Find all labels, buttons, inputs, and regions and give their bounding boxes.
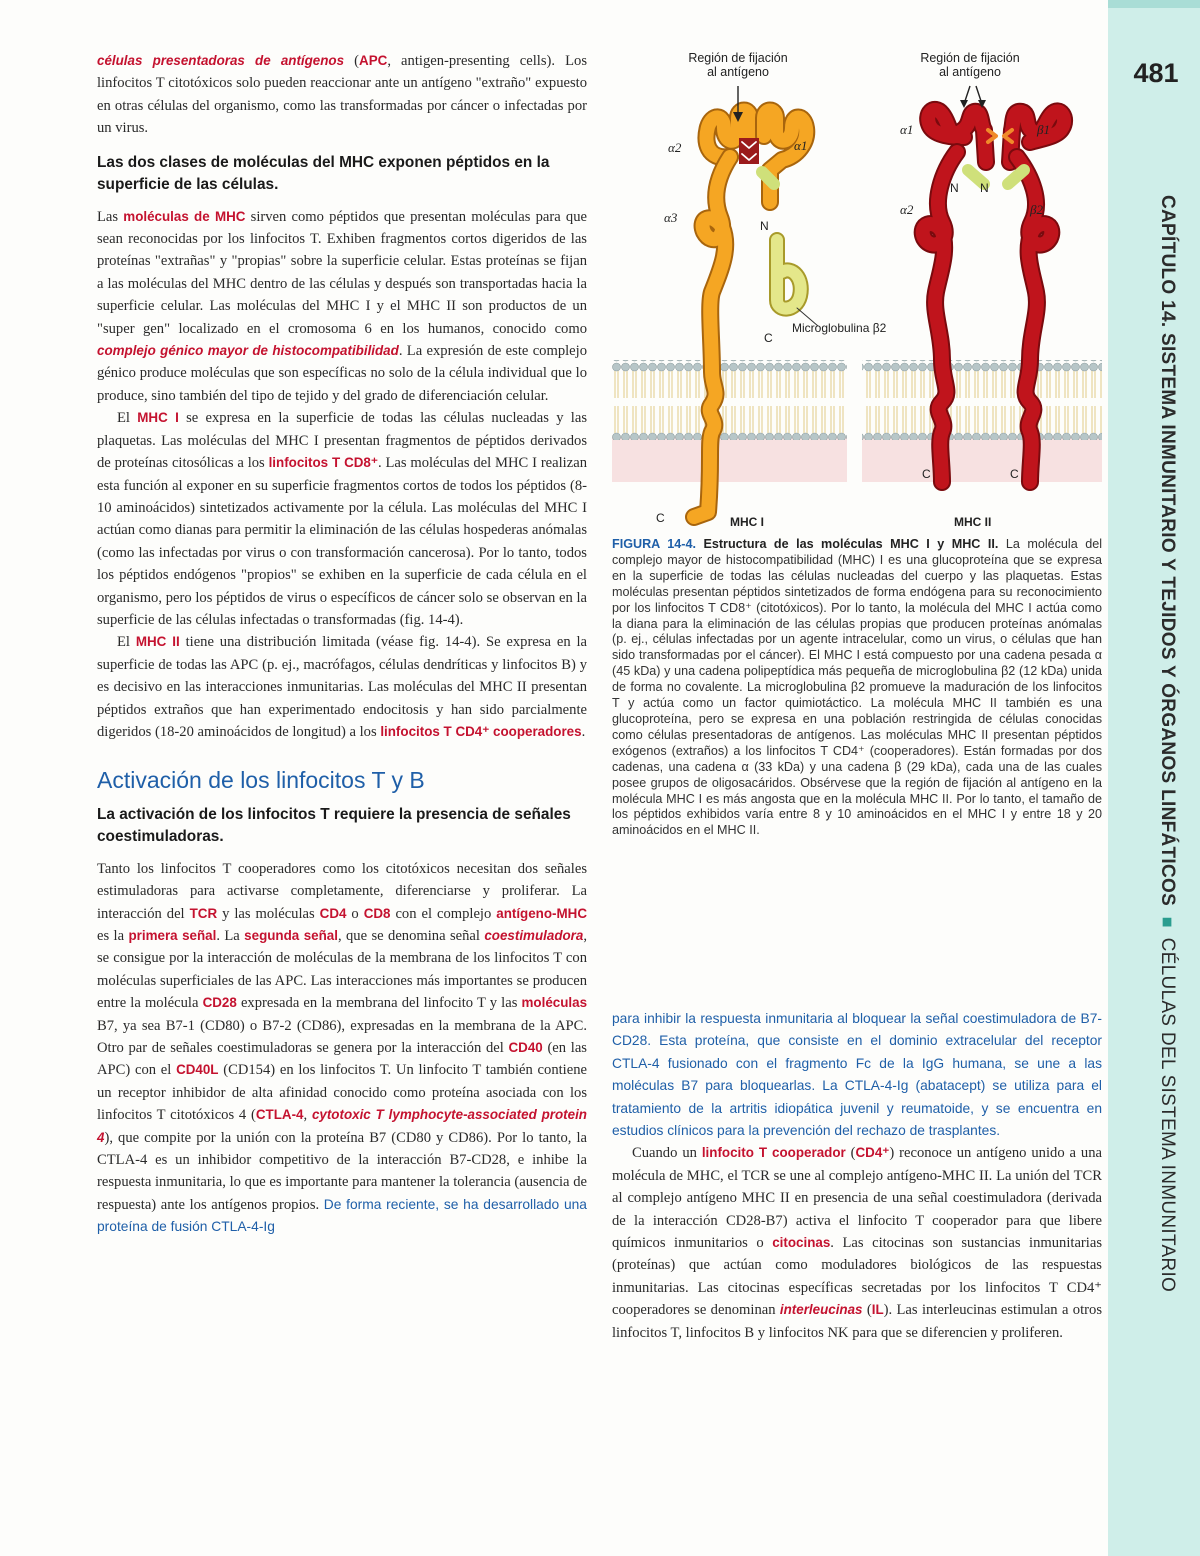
keyword: APC xyxy=(359,53,388,68)
keyword: CD4⁺ xyxy=(855,1145,890,1161)
figure-caption xyxy=(612,537,1102,839)
binding-region-label-right-2: al antígeno xyxy=(939,65,1001,79)
text: o xyxy=(346,905,364,922)
keyword: citocinas xyxy=(772,1235,831,1251)
paragraph xyxy=(97,858,587,1239)
cell-membrane-right xyxy=(862,360,1102,440)
keyword: complejo génico mayor de histocompatibilidad xyxy=(97,343,399,359)
text: . Las citocinas son sustancias inmunitarias (proteínas) que actúan como moduladores biológicos de las respuestas inmunitarias. Las citocinas específicas secretadas por los linfocitos T CD4⁺ cooperadores se denominan xyxy=(612,1235,1102,1319)
text: es la xyxy=(97,928,129,944)
microglobulin-label: Microglobulina β2 xyxy=(792,321,887,335)
figure-number: FIGURA 14-4. xyxy=(612,537,696,551)
page-number: 481 xyxy=(1133,58,1179,88)
n-terminus-label: N xyxy=(950,181,959,195)
keyword: CD28 xyxy=(202,995,237,1011)
text: ( xyxy=(845,1145,856,1162)
text: , se consigue por la interacción de moléculas de la membrana de los linfocitos T con moléculas superficiales de las APC. Las interacciones más importantes se producen entre la molécula xyxy=(97,928,587,1012)
cell-membrane-left xyxy=(612,360,847,440)
n-terminus-label: N xyxy=(760,219,769,233)
subheading: Las dos clases de moléculas del MHC exponen péptidos en la superficie de las células. xyxy=(97,153,550,193)
mhc-diagram xyxy=(612,42,1102,532)
text: ) reconoce un antígeno unido a una molécula de MHC, el TCR se une al complejo antígeno-MHC II. La unión del TCR al complejo antígeno MHC II en presencia de una señal coestimuladora (derivada de la interacción CD28-B7) activa el linfocito T cooperador para que libere químicos inmunitarios o xyxy=(612,1145,1102,1252)
chapter-title: CAPÍTULO 14. SISTEMA INMUNITARIO Y TEJIDOS Y ÓRGANOS LINFÁTICOS xyxy=(1157,195,1178,907)
text: B7, ya sea B7-1 (CD80) o B7-2 (CD86), expresadas en la membrana de la APC. Otro par de señales coestimuladoras se genera por la interacción del xyxy=(97,1017,587,1057)
cytoplasm-left xyxy=(612,437,847,482)
text: , que se denomina señal xyxy=(337,928,485,944)
text: (en las APC) con el xyxy=(97,1040,587,1079)
keyword: primera señal xyxy=(128,928,217,943)
cytoplasm-right xyxy=(862,437,1102,482)
alpha3-label-left: α3 xyxy=(664,210,678,225)
caption-title: Estructura de las moléculas MHC I y MHC II. xyxy=(695,537,999,551)
text: El xyxy=(117,410,138,427)
text: Tanto los linfocitos T cooperadores como los citotóxicos necesitan dos señales estimuladoras para activarse completamente, diferenciarse y proliferar. La interacción del xyxy=(97,860,587,922)
keyword: CD8 xyxy=(363,905,391,921)
keyword: linfocitos T CD4⁺ cooperadores xyxy=(380,723,582,739)
alpha2-label-left: α2 xyxy=(668,140,682,155)
text: , antigen-presenting cells). Los linfocitos T citotóxicos solo pueden reaccionar ante un antígeno "extraño" expuesto en otras células del organismo, como las transformadas por cáncer o infectadas por un virus. xyxy=(97,53,587,137)
mhc-structure-figure xyxy=(612,42,1102,532)
highlighted-text: De forma reciente, se ha desarrollado una proteína de fusión CTLA-4-Ig xyxy=(97,1196,587,1235)
text: ( xyxy=(344,53,360,69)
keyword: CD40 xyxy=(508,1040,543,1056)
binding-region-label-left: Región de fijación xyxy=(688,51,788,65)
caption-text: La molécula del complejo mayor de histocompatibilidad (MHC) I es una glucoproteína que se expresa en la superficie de todas las células nucleadas del cuerpo y las plaquetas. Estas moléculas presentan péptidos sintetizados de forma endógena para su reconocimiento por los linfocitos T CD8⁺ (citotóxicos). Por lo tanto, la molécula del MHC I actúa como la diana para la eliminación de las células propias que producen proteínas anómalas (p. ej., células infectadas por un agente intracelular, como un virus, o células que han sido transformadas por el cáncer). El MHC I está compuesto por una cadena pesada α (45 kDa) y una cadena polipeptídica más pequeña de microglobulina β2 (12 kDa) unida de forma no covalente. La microglobulina β2 promueve la maduración de los linfocitos T y actúa como un factor quimiotáctico. La molécula MHC II también es una glucoproteína, pero se expresa en una población restringida de células conocidas como células presentadoras de antígenos. Las moléculas MHC II presentan péptidos exógenos (extraños) a los linfocitos T CD4⁺ (cooperadores). Están formadas por dos cadenas, una cadena α (33 kDa) y una cadena β (29 kDa), cada una de las cuales posee grupos de oligosacáridos. Obsérvese que la región de fijación al antígeno en la molécula MHC I es más angosta que en la molécula MHC II. Por lo tanto, el tamaño de los péptidos exhibidos varía entre 8 y 10 aminoácidos en el MHC I y entre 18 y 20 aminoácidos en el MHC II. xyxy=(612,537,1102,838)
alpha1-label-left: α1 xyxy=(794,138,808,153)
text: con el complejo xyxy=(390,905,497,922)
chapter-running-head xyxy=(1138,195,1178,1305)
keyword: CD40L xyxy=(176,1062,219,1078)
left-column xyxy=(97,50,587,1239)
paragraph xyxy=(612,1142,1102,1344)
text: Las xyxy=(97,208,124,225)
paragraph xyxy=(97,50,587,140)
text: tiene una distribución limitada (véase fig. 14-4). Se expresa en la superficie de todas las APC (p. ej., macrófagos, células dendríticas y linfocitos B) y es decisivo en las interacciones inmunitarias. Las moléculas del MHC II presentan péptidos extraños que han experimentado endocitosis y han sido parcialmente digeridos (18-20 aminoácidos de longitud) a los xyxy=(97,634,588,740)
subheading: La activación de los linfocitos T requiere la presencia de señales coestimuladoras. xyxy=(97,805,571,845)
sidebar-top-band xyxy=(1108,0,1200,8)
keyword: IL xyxy=(871,1302,884,1318)
text: sirven como péptidos que presentan moléculas para que sean reconocidas por los linfocitos T. Exhiben fragmentos cortos digeridos de las proteínas "extrañas" y "propias" sobre la superficie celular. Estas proteínas se fijan a las moléculas del MHC dentro de las células y después son transportadas hacia la superficie celular. Las moléculas del MHC I y el MHC II son productos de un "super gen" localizado en el cromosoma 6 en los humanos, conocido como xyxy=(97,208,587,337)
keyword: coestimuladora xyxy=(484,928,584,943)
text: , xyxy=(303,1107,312,1124)
highlighted-paragraph: para inhibir la respuesta inmunitaria al bloquear la señal coestimuladora de B7-CD28. Esta proteína, que consiste en el dominio extracelular del receptor CTLA-4 fusionado con el fragmento Fc de la IgG humana, se une a las moléculas B7 para bloquearlas. La CTLA-4-Ig (abatacept) se utiliza para el tratamiento de la artritis idiopática juvenil y reumatoide, y se encuentra en estudios clínicos para la prevención del rechazo de trasplantes. xyxy=(612,1011,1102,1139)
binding-region-label-left-2: al antígeno xyxy=(707,65,769,79)
keyword: antígeno-MHC xyxy=(496,905,587,921)
keyword: interleucinas xyxy=(779,1302,863,1318)
keyword: moléculas de MHC xyxy=(123,208,246,224)
keyword: TCR xyxy=(189,905,218,921)
alpha1-label-right: α1 xyxy=(900,122,914,137)
keyword: MHC I xyxy=(137,410,179,426)
c-terminus-label: C xyxy=(656,511,665,525)
keyword: moléculas xyxy=(521,995,588,1011)
keyword: cytotoxic T lymphocyte-associated protein 4 xyxy=(97,1107,587,1145)
beta2-label-right: β2 xyxy=(1030,202,1043,217)
text: expresada en la membrana del linfocito T y las xyxy=(236,995,522,1012)
paragraph xyxy=(97,631,587,743)
alpha2-label-right: α2 xyxy=(900,202,914,217)
text: ( xyxy=(862,1302,872,1319)
text: . Las moléculas del MHC I realizan esta función al exponer en su superficie fragmentos cortos de todos los péptidos (8-10 aminoácidos) sintetizados activamente por la célula. Las moléculas del MHC I actúan como dianas para permitir la eliminación de las células hospederas anómalas (como las infectadas por virus o con transformación cancerosa). Por lo tanto, todos los péptidos endógenos "propios" se exhiben en la superficie de cada célula en el organismo, pero los péptidos de virus o específicos de cáncer solo se observan en la superficie de las células infectadas o transformadas (fig. 14-4). xyxy=(97,455,587,628)
keyword: linfocito T cooperador xyxy=(701,1145,846,1161)
text: . La xyxy=(216,928,245,944)
text: (CD154) en los linfocitos T. Un linfocito T también contiene un receptor inhibidor de alta afinidad conocido como proteína asociada con los linfocitos T citotóxicos 4 ( xyxy=(97,1062,587,1124)
text: se expresa en la superficie de todas las células nucleadas y las plaquetas. Las moléculas del MHC I presentan fragmentos de péptidos derivados de proteínas citosólicas a los xyxy=(97,410,587,472)
keyword: células presentadoras de antígenos xyxy=(97,53,345,68)
beta1-label-right: β1 xyxy=(1037,122,1050,137)
text: . La expresión de este complejo génico produce moléculas que son específicas no solo de la célula individual que lo produce, sino también del tipo de tejido y del grado de diferenciación celular. xyxy=(97,343,588,404)
paragraph xyxy=(97,407,587,631)
paragraph xyxy=(97,206,587,408)
section-title: CÉLULAS DEL SISTEMA INMUNITARIO xyxy=(1157,937,1178,1293)
text: ), que compite por la unión con la proteína B7 (CD80 y CD86). Por lo tanto, la CTLA-4 es un inhibidor competitivo de la interacción B7-CD28, e inhibe la respuesta inmunitaria, lo que es importante para mantener la tolerancia (ausencia de respuesta) ante los antígenos propios. xyxy=(97,1129,587,1213)
keyword: MHC II xyxy=(135,634,180,650)
mhc-ii-label: MHC II xyxy=(954,515,992,529)
text: . xyxy=(581,723,586,740)
c-terminus-label: C xyxy=(922,467,931,481)
keyword: linfocitos T CD8⁺ xyxy=(268,455,378,471)
text: Cuando un xyxy=(632,1145,702,1162)
n-terminus-label: N xyxy=(980,181,989,195)
c-terminus-label: C xyxy=(764,331,773,345)
binding-region-label-right: Región de fijación xyxy=(920,51,1020,65)
keyword: CTLA-4 xyxy=(255,1107,304,1123)
beta2-microglobulin xyxy=(777,240,818,326)
mhc-i-label: MHC I xyxy=(730,515,764,529)
separator-square-icon: ■ xyxy=(1157,911,1177,932)
text: El xyxy=(117,634,136,651)
keyword: CD4 xyxy=(319,905,347,921)
text: y las moléculas xyxy=(217,905,320,922)
text: ). Las interleucinas estimulan a otros linfocitos T, linfocitos B y linfocitos NK para que se diferencien y proliferen. xyxy=(612,1302,1102,1341)
right-column xyxy=(612,1008,1102,1344)
c-terminus-label: C xyxy=(1010,467,1019,481)
section-heading: Activación de los linfocitos T y B xyxy=(97,767,425,794)
keyword: segunda señal xyxy=(244,928,338,943)
